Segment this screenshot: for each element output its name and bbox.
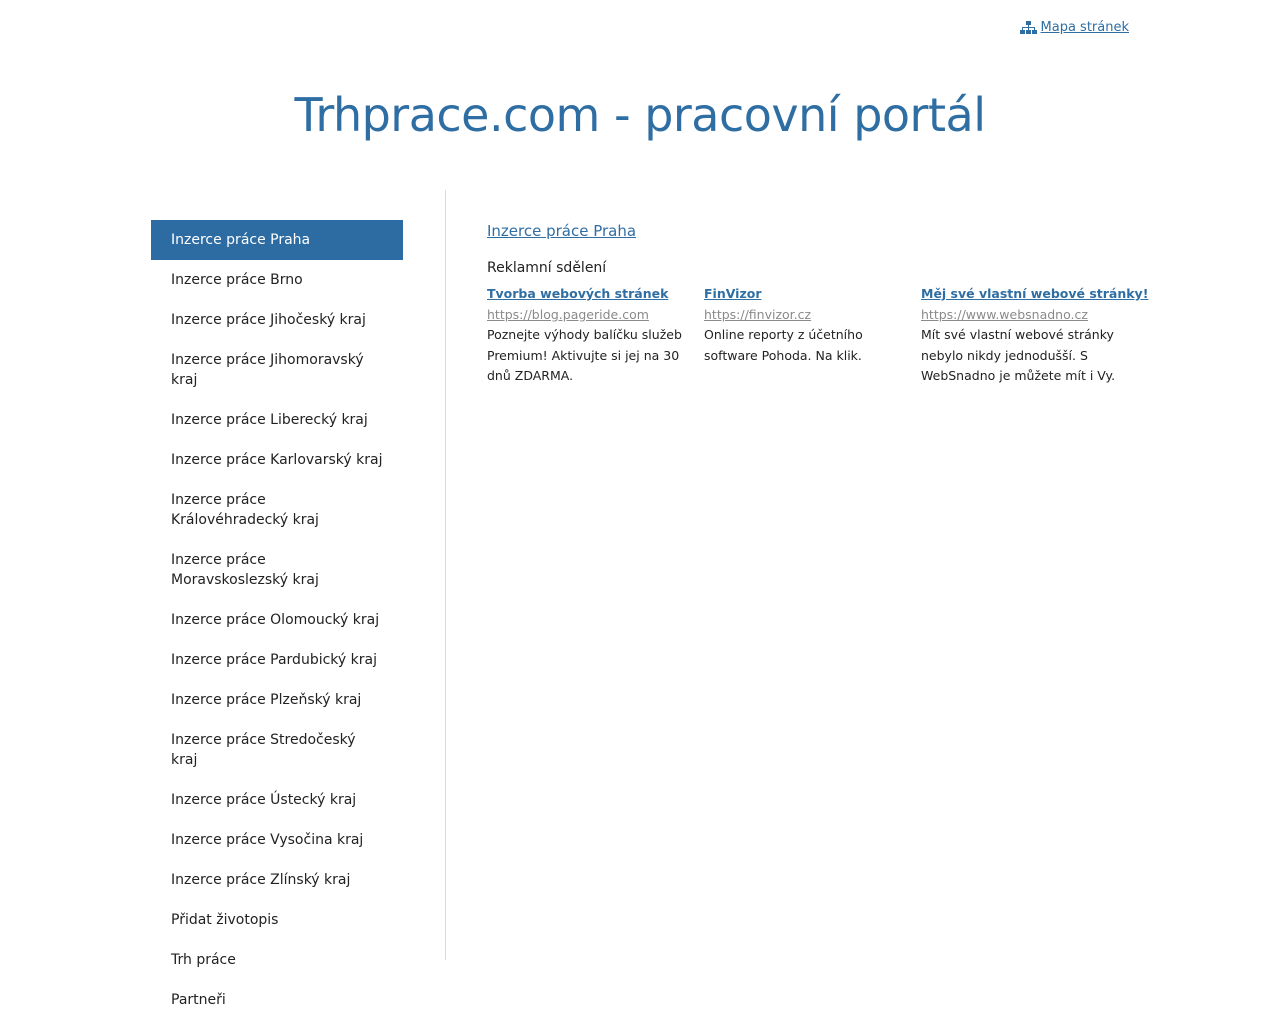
ads-heading: Reklamní sdělení (487, 260, 607, 276)
ad-title-link[interactable]: Měj své vlastní webové stránky! (921, 286, 1149, 301)
sidebar-item-brno[interactable]: Inzerce práce Brno (171, 272, 303, 288)
sidebar-item-vysocina[interactable]: Inzerce práce Vysočina kraj (171, 832, 364, 848)
breadcrumb-link[interactable]: Inzerce práce Praha (487, 222, 637, 240)
sidebar-item-ustecky[interactable]: Inzerce práce Ústecký kraj (171, 792, 357, 808)
sidebar-item-trh-prace[interactable]: Trh práce (171, 952, 236, 968)
ad-url-link[interactable]: https://www.websnadno.cz (921, 306, 1088, 322)
sidebar-item-jihomoravsky[interactable]: Inzerce práce Jihomoravský kraj (171, 352, 364, 388)
ad-text: Poznejte výhody balíčku služeb Premium! Aktivujte si jej na 30 dnů ZDARMA. (487, 327, 682, 383)
ads-list (487, 284, 1149, 387)
sidebar-item-plzensky[interactable]: Inzerce práce Plzeňský kraj (171, 692, 362, 708)
column-divider (445, 190, 446, 960)
sidebar-item-zlinsky[interactable]: Inzerce práce Zlínský kraj (171, 872, 351, 888)
ad-text: Mít své vlastní webové stránky nebylo nikdy jednodušší. S WebSnadno je můžete mít i Vy. (921, 327, 1116, 383)
ad-title-link[interactable]: Tvorba webových stránek (487, 286, 669, 301)
ad-title-link[interactable]: FinVizor (704, 286, 762, 301)
sidebar-item-olomoucky[interactable]: Inzerce práce Olomoucký kraj (171, 612, 380, 628)
sidebar-item-jihocesky[interactable]: Inzerce práce Jihočeský kraj (171, 312, 366, 328)
sidebar-item-karlovarsky[interactable]: Inzerce práce Karlovarský kraj (171, 452, 383, 468)
ad-item (921, 284, 1149, 387)
sidebar-item-liberecky[interactable]: Inzerce práce Liberecký kraj (171, 412, 368, 428)
ad-item (487, 284, 684, 387)
sidebar-item-partneri[interactable]: Partneři (171, 992, 226, 1008)
ad-url-link[interactable]: https://blog.pageride.com (487, 306, 649, 322)
sitemap-link[interactable] (1020, 20, 1129, 35)
sitemap-label: Mapa stránek (1040, 20, 1129, 35)
sidebar-item-stredocesky[interactable]: Inzerce práce Stredočeský kraj (171, 732, 356, 768)
main-content (487, 220, 1149, 387)
ad-text: Online reporty z účetního software Pohoda. Na klik. (704, 327, 863, 363)
sidebar-item-moravskoslezsky[interactable]: Inzerce práce Moravskoslezský kraj (171, 552, 319, 588)
ad-url-link[interactable]: https://finvizor.cz (704, 306, 812, 322)
sidebar-item-pridat-zivotopis[interactable]: Přidat životopis (171, 912, 279, 928)
sidebar-item-praha[interactable]: Inzerce práce Praha (151, 220, 403, 260)
sidebar-nav (151, 220, 403, 1020)
sitemap-icon (1020, 21, 1037, 35)
sidebar-item-kralovehradecky[interactable]: Inzerce práce Královéhradecký kraj (171, 492, 319, 528)
sidebar-item-pardubicky[interactable]: Inzerce práce Pardubický kraj (171, 652, 377, 668)
ad-item (704, 284, 901, 387)
site-title: Trhprace.com - pracovní portál (294, 88, 986, 142)
